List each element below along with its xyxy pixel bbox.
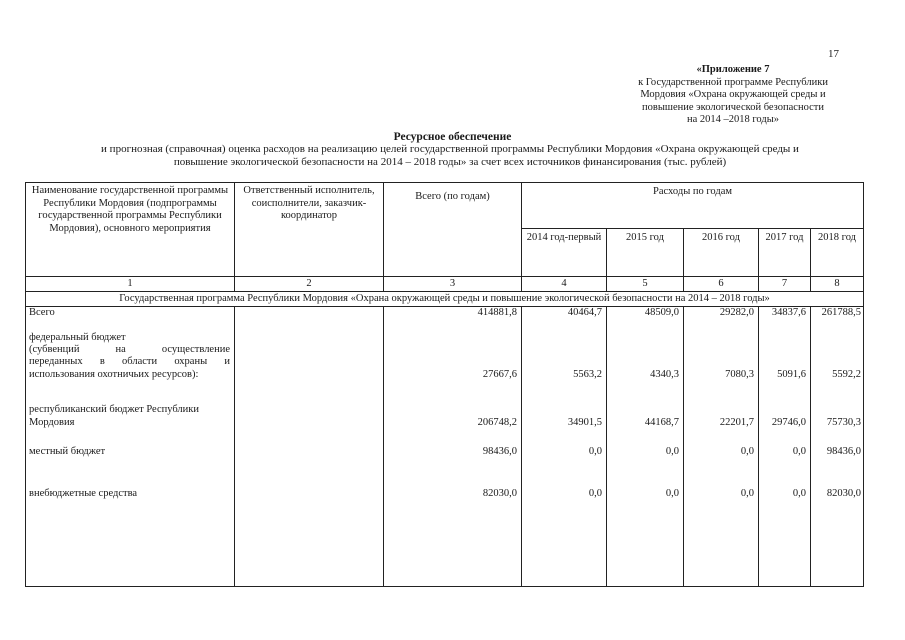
document-title: Ресурсное обеспечение [393,131,512,143]
year-2015-column [607,307,684,587]
header-responsible: Ответственный исполнитель, соисполнители, заказчик-координатор [235,183,384,277]
year-2014-column [522,307,607,587]
cell-value: 7080,3 [725,369,754,380]
cell-value: 0,0 [665,446,679,457]
resource-table [25,182,864,587]
cell-total: 82030,0 [482,488,517,499]
page-number: 17 [828,48,839,60]
row-label-local: местный бюджет [29,446,106,457]
column-number: 5 [607,277,684,292]
cell-value: 75730,3 [826,417,862,428]
cell-value: 4340,3 [650,369,679,380]
cell-value: 29746,0 [771,417,806,428]
row-label-republican: республиканский бюджет Республики [29,404,200,415]
cell-total: 27667,6 [482,369,517,380]
cell-total: 414881,8 [477,307,517,318]
column-number-row [26,277,864,292]
cell-value: 0,0 [588,488,602,499]
cell-value: 5563,2 [573,369,602,380]
appendix-line: на 2014 –2018 годы» [686,114,780,125]
row-label-republican: Мордовия [29,417,75,428]
column-number: 2 [235,277,384,292]
row-label-federal: (субвенций на осуществление [29,344,230,355]
appendix-title: «Приложение 7 [696,64,770,75]
cell-value: 40464,7 [567,307,602,318]
cell-value: 0,0 [740,446,754,457]
header-year-2014: 2014 год-первый [522,229,607,277]
cell-total: 206748,2 [477,417,517,428]
cell-value: 0,0 [792,446,806,457]
cell-value: 0,0 [792,488,806,499]
label-column [26,307,235,587]
header-years-group: Расходы по годам [522,183,864,229]
cell-value: 34837,6 [771,307,806,318]
year-2017-column [759,307,811,587]
cell-value: 0,0 [665,488,679,499]
year-2016-column [684,307,759,587]
cell-value: 44168,7 [644,417,679,428]
cell-value: 0,0 [588,446,602,457]
cell-value: 0,0 [740,488,754,499]
program-title-row [26,292,864,307]
header-year-2015: 2015 год [607,229,684,277]
cell-value: 29282,0 [719,307,754,318]
program-title: Государственная программа Республики Мордовия «Охрана окружающей среды и повышение экологической безопасности на 2014 – 2018 годы» [26,292,864,307]
row-label-federal: использования охотничьих ресурсов): [29,369,199,380]
row-label-total: Всего [29,307,55,318]
column-number: 3 [384,277,522,292]
header-name: Наименование государственной программы Республики Мордовия (подпрограммы государственной программы Республики Мордовия), основного мероприятия [26,183,235,277]
cell-value: 48509,0 [644,307,679,318]
header-year-2018: 2018 год [811,229,864,277]
cell-value: 82030,0 [826,488,862,499]
cell-value: 22201,7 [719,417,754,428]
header-year-2016: 2016 год [684,229,759,277]
cell-value: 98436,0 [826,446,862,457]
cell-value: 34901,5 [567,417,602,428]
column-number: 4 [522,277,607,292]
table-body-row [26,307,864,587]
column-number: 1 [26,277,235,292]
cell-value: 261788,5 [821,307,862,318]
total-column [384,307,522,587]
cell-value: 5592,2 [832,369,862,380]
header-total: Всего (по годам) [384,183,522,277]
appendix-block [618,64,848,127]
document-subtitle [50,143,850,169]
cell-total: 98436,0 [482,446,517,457]
appendix-line: повышение экологической безопасности [642,101,824,113]
year-2018-column [811,307,864,587]
row-label-federal: переданных в области охраны и [29,356,230,367]
subtitle-line: и прогнозная (справочная) оценка расходов на реализацию целей государственной программы Республики Мордовия «Охрана окружающей среды и [101,143,799,155]
column-number: 8 [811,277,864,292]
column-number: 7 [759,277,811,292]
cell-value: 5091,6 [777,369,806,380]
responsible-column [235,307,384,587]
subtitle-line: повышение экологической безопасности на 2014 – 2018 годы» за счет всех источников финансирования (тыс. рублей) [173,156,727,168]
row-label-extrabudget: внебюджетные средства [29,488,138,499]
column-number: 6 [684,277,759,292]
appendix-line: к Государственной программе Республики [638,76,828,88]
appendix-line: Мордовия «Охрана окружающей среды и [640,89,826,100]
row-label-federal: федеральный бюджет [29,332,126,343]
header-year-2017: 2017 год [759,229,811,277]
